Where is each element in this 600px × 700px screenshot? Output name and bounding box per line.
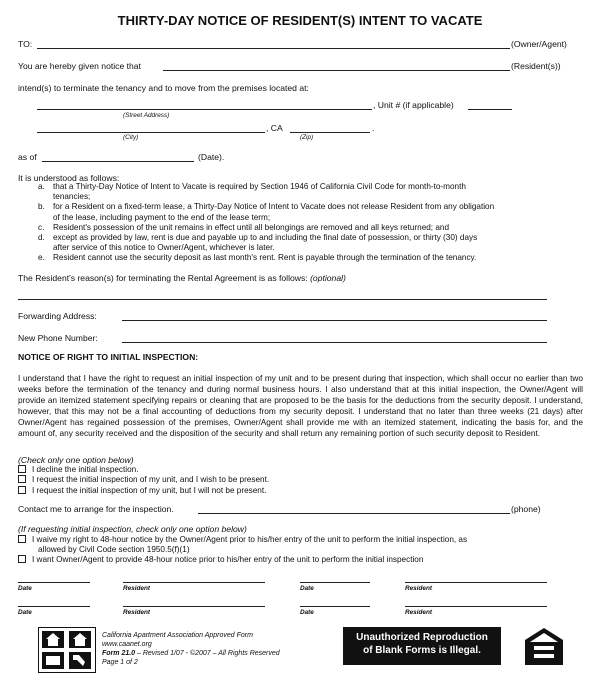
option-label: I decline the initial inspection. <box>32 465 139 474</box>
resident-signature-label: Resident <box>405 585 432 592</box>
new-phone-label: New Phone Number: <box>18 333 98 343</box>
warning-box <box>343 627 501 665</box>
condition-letter: e. <box>38 253 45 263</box>
date-signature-label: Date <box>18 585 32 592</box>
zip-field[interactable] <box>290 132 370 133</box>
option-label: I waive my right to 48-hour notice by the Owner/Agent prior to his/her entry of the unit to perform the initial inspection, as <box>32 535 468 544</box>
resident-signature-label: Resident <box>405 609 432 616</box>
if-requesting-label: (If requesting initial inspection, check only one option below) <box>18 524 247 534</box>
condition-text: that a Thirty-Day Notice of Intent to Vacate is required by Section 1946 of California Civil Code for month-to-month <box>53 182 466 191</box>
caa-logo <box>38 627 96 673</box>
period-text: . <box>372 123 375 133</box>
zip-label: (Zip) <box>300 134 314 141</box>
forwarding-label: Forwarding Address: <box>18 311 97 321</box>
ca-label: , CA <box>266 123 283 133</box>
checkbox[interactable] <box>18 465 26 473</box>
condition-text: tenancies; <box>53 192 91 202</box>
option-label: I request the initial inspection of my unit, and I wish to be present. <box>32 475 270 485</box>
date-signature-field[interactable] <box>300 582 370 583</box>
condition-text: for a Resident on a fixed-term lease, a Thirty-Day Notice of Intent to Vacate does not release Resident from any obligation <box>53 202 495 212</box>
condition-letter: d. <box>38 233 45 242</box>
resident-signature-field[interactable] <box>405 606 547 607</box>
condition-letter: a. <box>38 182 45 191</box>
approved-text: California Apartment Association Approved Form <box>102 632 253 639</box>
condition-letter: c. <box>38 222 45 232</box>
condition-text: of the lease, including payment to the end of the lease term; <box>53 212 271 222</box>
condition-text: after service of this notice to Owner/Agent, whichever is later. <box>53 243 275 253</box>
new-phone-field[interactable] <box>122 342 547 343</box>
reasons-text: The Resident's reason(s) for terminating the Rental Agreement is as follows: <box>18 273 308 283</box>
street-address-field[interactable] <box>37 109 372 110</box>
notice-option[interactable] <box>18 535 467 545</box>
condition-letter: b. <box>38 202 45 212</box>
residents-field[interactable] <box>163 70 510 71</box>
forwarding-field[interactable] <box>122 320 547 321</box>
checkbox[interactable] <box>18 535 26 543</box>
checkbox[interactable] <box>18 475 26 483</box>
city-label: (City) <box>123 134 139 141</box>
intend-text: intend(s) to terminate the tenancy and to move from the premises located at: <box>18 83 309 93</box>
date-signature-field[interactable] <box>18 606 90 607</box>
reasons-field[interactable] <box>18 299 547 300</box>
inspection-option[interactable] <box>18 475 269 485</box>
checkbox[interactable] <box>18 555 26 563</box>
inspection-paragraph: I understand that I have the right to request an initial inspection of my unit and to be present during that inspection, which shall occur no earlier than two weeks before the termination of the tenancy and during normal business hours. I also understand that at this initial inspection, the Owner/Agent will provide an itemized statement specifying repairs or cleaning that are proposed to be the basis for the deductions from the security deposit. I understand, however, that this may not be a final accounting of deductions from my security deposit. I understand that no later than three weeks (21 days) after Owner/Agent has regained possession of the premises, Owner/Agent shall provide me with an itemized statement, indicating the basis for, and the amount of, any security received and the disposition of the security and shall return any remaining portion of such security deposit to Resident. <box>18 373 583 439</box>
given-notice-label: You are hereby given notice that <box>18 61 141 71</box>
owner-agent-field[interactable] <box>37 48 510 49</box>
resident-signature-field[interactable] <box>405 582 547 583</box>
as-of-label: as of <box>18 152 37 162</box>
date-field[interactable] <box>42 161 194 162</box>
city-field[interactable] <box>37 132 265 133</box>
resident-signature-field[interactable] <box>123 582 265 583</box>
condition-text: Resident's possession of the unit remains in effect until all belongings are removed and all keys returned; and <box>53 222 450 232</box>
understood-heading: It is understood as follows: <box>18 173 120 183</box>
option-label: I request the initial inspection of my unit, but I will not be present. <box>32 485 267 495</box>
unit-field[interactable] <box>468 109 512 110</box>
date-signature-label: Date <box>18 609 32 616</box>
inspection-option[interactable] <box>18 465 139 475</box>
inspection-heading: NOTICE OF RIGHT TO INITIAL INSPECTION: <box>18 352 199 362</box>
option-label: I want Owner/Agent to provide 48-hour notice prior to his/her entry of the unit to perform the initial inspection <box>32 555 424 565</box>
optional-label: (optional) <box>310 273 346 283</box>
residents-label: (Resident(s)) <box>511 61 561 71</box>
page-title: THIRTY-DAY NOTICE OF RESIDENT(S) INTENT TO VACATE <box>117 13 483 28</box>
date-signature-field[interactable] <box>18 582 90 583</box>
notice-option-continued <box>38 545 190 555</box>
phone-label: (phone) <box>511 504 541 514</box>
reasons-label <box>18 273 346 284</box>
warning-line-2: of Blank Forms is Illegal. <box>363 645 481 656</box>
caa-house-logo-icon <box>39 628 95 672</box>
date-signature-label: Date <box>300 585 314 592</box>
revised-text: – Revised 1/07 - ©2007 – All Rights Reserved <box>135 650 280 657</box>
resident-signature-label: Resident <box>123 585 150 592</box>
date-signature-label: Date <box>300 609 314 616</box>
inspection-option[interactable] <box>18 486 266 496</box>
contact-label: Contact me to arrange for the inspection. <box>18 504 174 514</box>
option-label: allowed by Civil Code section 1950.5(f)(1) <box>38 545 190 555</box>
footer-info <box>102 631 280 667</box>
url-text: www.caanet.org <box>102 641 152 648</box>
condition-text: Resident cannot use the security deposit as last month's rent. Rent is payable through the termination of the tenancy. <box>53 253 477 263</box>
notice-option[interactable] <box>18 555 423 565</box>
equal-housing-opportunity-icon <box>522 625 566 669</box>
page-number: Page 1 of 2 <box>102 659 138 666</box>
check-one-label: (Check only one option below) <box>18 455 134 465</box>
form-number: Form 21.0 <box>102 650 136 657</box>
unit-label: , Unit # (if applicable) <box>373 100 454 110</box>
resident-signature-label: Resident <box>123 609 150 616</box>
date-signature-field[interactable] <box>300 606 370 607</box>
resident-signature-field[interactable] <box>123 606 265 607</box>
owner-agent-label: (Owner/Agent) <box>511 39 567 49</box>
street-address-label: (Street Address) <box>123 112 170 119</box>
checkbox[interactable] <box>18 486 26 494</box>
warning-line-1: Unauthorized Reproduction <box>356 632 488 643</box>
to-label: TO: <box>18 39 33 49</box>
condition-text: except as provided by law, rent is due and payable up to and including the final date of possession, or thirty (30) days <box>53 233 478 242</box>
phone-field[interactable] <box>198 513 510 514</box>
date-paren-label: (Date). <box>198 152 225 162</box>
form-line <box>102 649 280 658</box>
